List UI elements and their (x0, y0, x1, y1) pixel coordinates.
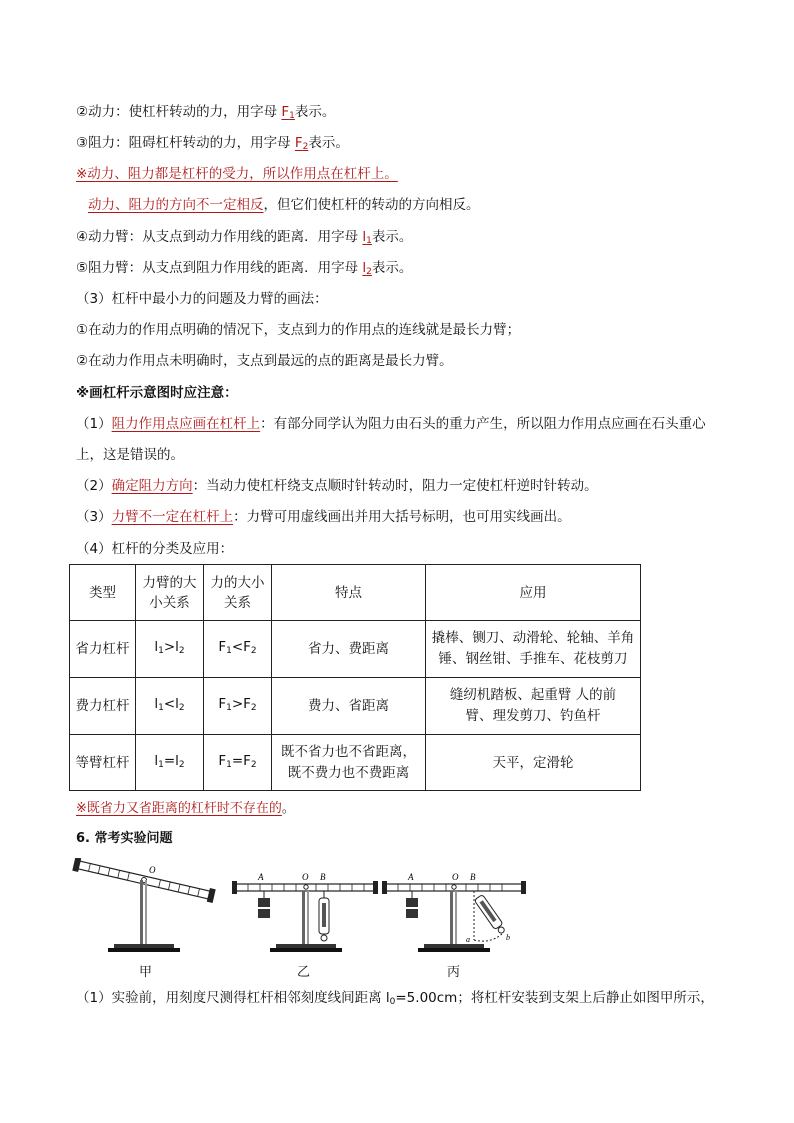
figure-c-caption: 丙 (447, 965, 461, 980)
heading-drawing-notes: ※画杠杆示意图时应注意： (76, 385, 238, 401)
svg-text:B: B (320, 872, 326, 882)
symbol-l2: $l_2$ (362, 260, 372, 277)
svg-text:a: a (466, 935, 470, 944)
svg-text:b: b (506, 933, 510, 942)
symbol-F1: $F_1$ (281, 104, 295, 121)
header-force-relation: 力的大小关系 (204, 565, 272, 621)
note-no-perfect-lever: ※既省力又省距离的杠杆时不存在的。 (76, 801, 295, 816)
question-1-text: （1）实验前，用刻度尺测得杠杆相邻刻度线间距离 $l_0=5.00cm$；将杠杆安装到支架上后静止如图甲所示， (76, 990, 714, 1007)
line-longest-arm-2: ②在动力作用点未明确时，支点到最远的点的距离是最长力臂。 (76, 353, 453, 369)
svg-text:O: O (452, 872, 459, 882)
line-effort-force: ②动力：使杠杆转动的力，用字母 $F_1$表示。 (76, 104, 336, 121)
figure-c-lever-angled-scale (380, 858, 530, 958)
header-type: 类型 (70, 565, 136, 621)
svg-text:A: A (258, 872, 264, 882)
symbol-F2: $F_2$ (294, 135, 309, 152)
header-arm-relation: 力臂的大小关系 (136, 565, 204, 621)
svg-text:O: O (302, 872, 309, 882)
heading-min-force: （3）杠杆中最小力的问题及力臂的画法： (76, 291, 328, 307)
figure-a-tilted-lever (72, 858, 216, 958)
note-action-point: ※动力、阻力都是杠杆的受力，所以作用点在杠杆上。 (76, 166, 398, 182)
svg-text:A: A (408, 872, 414, 882)
note-3: （3）力臂不一定在杠杆上：力臂可用虚线画出并用大括号标明，也可用实线画出。 (76, 509, 571, 525)
line-longest-arm-1: ①在动力的作用点明确的情况下，支点到力的作用点的连线就是最长力臂； (76, 322, 521, 338)
section-6-heading: 6. 常考实验问题 (76, 831, 173, 846)
lever-classification-table (69, 564, 641, 791)
figure-b-lever-spring-scale (230, 858, 380, 958)
table-row: 费力杠杆 $l_1<l_2$ $F_1>F_2$ 费力、省距离 缝纫机踏板、起重臂 人的前臂、理发剪刀、钓鱼杆 (70, 678, 641, 735)
header-application: 应用 (426, 565, 641, 621)
line-resistance-force: ③阻力：阻碍杠杆转动的力，用字母 $F_2$表示。 (76, 135, 349, 152)
table-row: 等臂杠杆 $l_1=l_2$ $F_1=F_2$ 既不省力也不省距离，既不费力也不费距离 天平，定滑轮 (70, 735, 641, 791)
line-direction-note: 动力、阻力的方向不一定相反，但它们使杠杆的转动的方向相反。 (88, 197, 480, 213)
svg-text:B: B (470, 872, 476, 882)
svg-text:O: O (149, 865, 156, 875)
line-effort-arm: ④动力臂：从支点到动力作用线的距离．用字母 $l_1$表示。 (76, 229, 413, 246)
figure-b-caption: 乙 (297, 965, 311, 980)
table-header-row (70, 565, 641, 621)
table-row: 省力杠杆 $l_1>l_2$ $F_1<F_2$ 省力、费距离 撬棒、铡刀、动滑轮、轮轴、羊角锤、钢丝钳、手推车、花枝剪刀 (70, 621, 641, 678)
note-2: （2）确定阻力方向：当动力使杠杆绕支点顺时针转动时，阻力一定使杠杆逆时针转动。 (76, 478, 598, 494)
header-feature: 特点 (272, 565, 426, 621)
line-resistance-arm: ⑤阻力臂：从支点到阻力作用线的距离．用字母 $l_2$表示。 (76, 260, 413, 277)
note-1: （1）阻力作用点应画在杠杆上：有部分同学认为阻力由石头的重力产生，所以阻力作用点应画在石头重心 (76, 416, 706, 432)
heading-classification: （4）杠杆的分类及应用： (76, 541, 234, 557)
figure-a-caption: 甲 (139, 965, 153, 980)
symbol-l1: $l_1$ (362, 229, 372, 246)
note-1-cont: 上，这是错误的。 (76, 447, 184, 463)
